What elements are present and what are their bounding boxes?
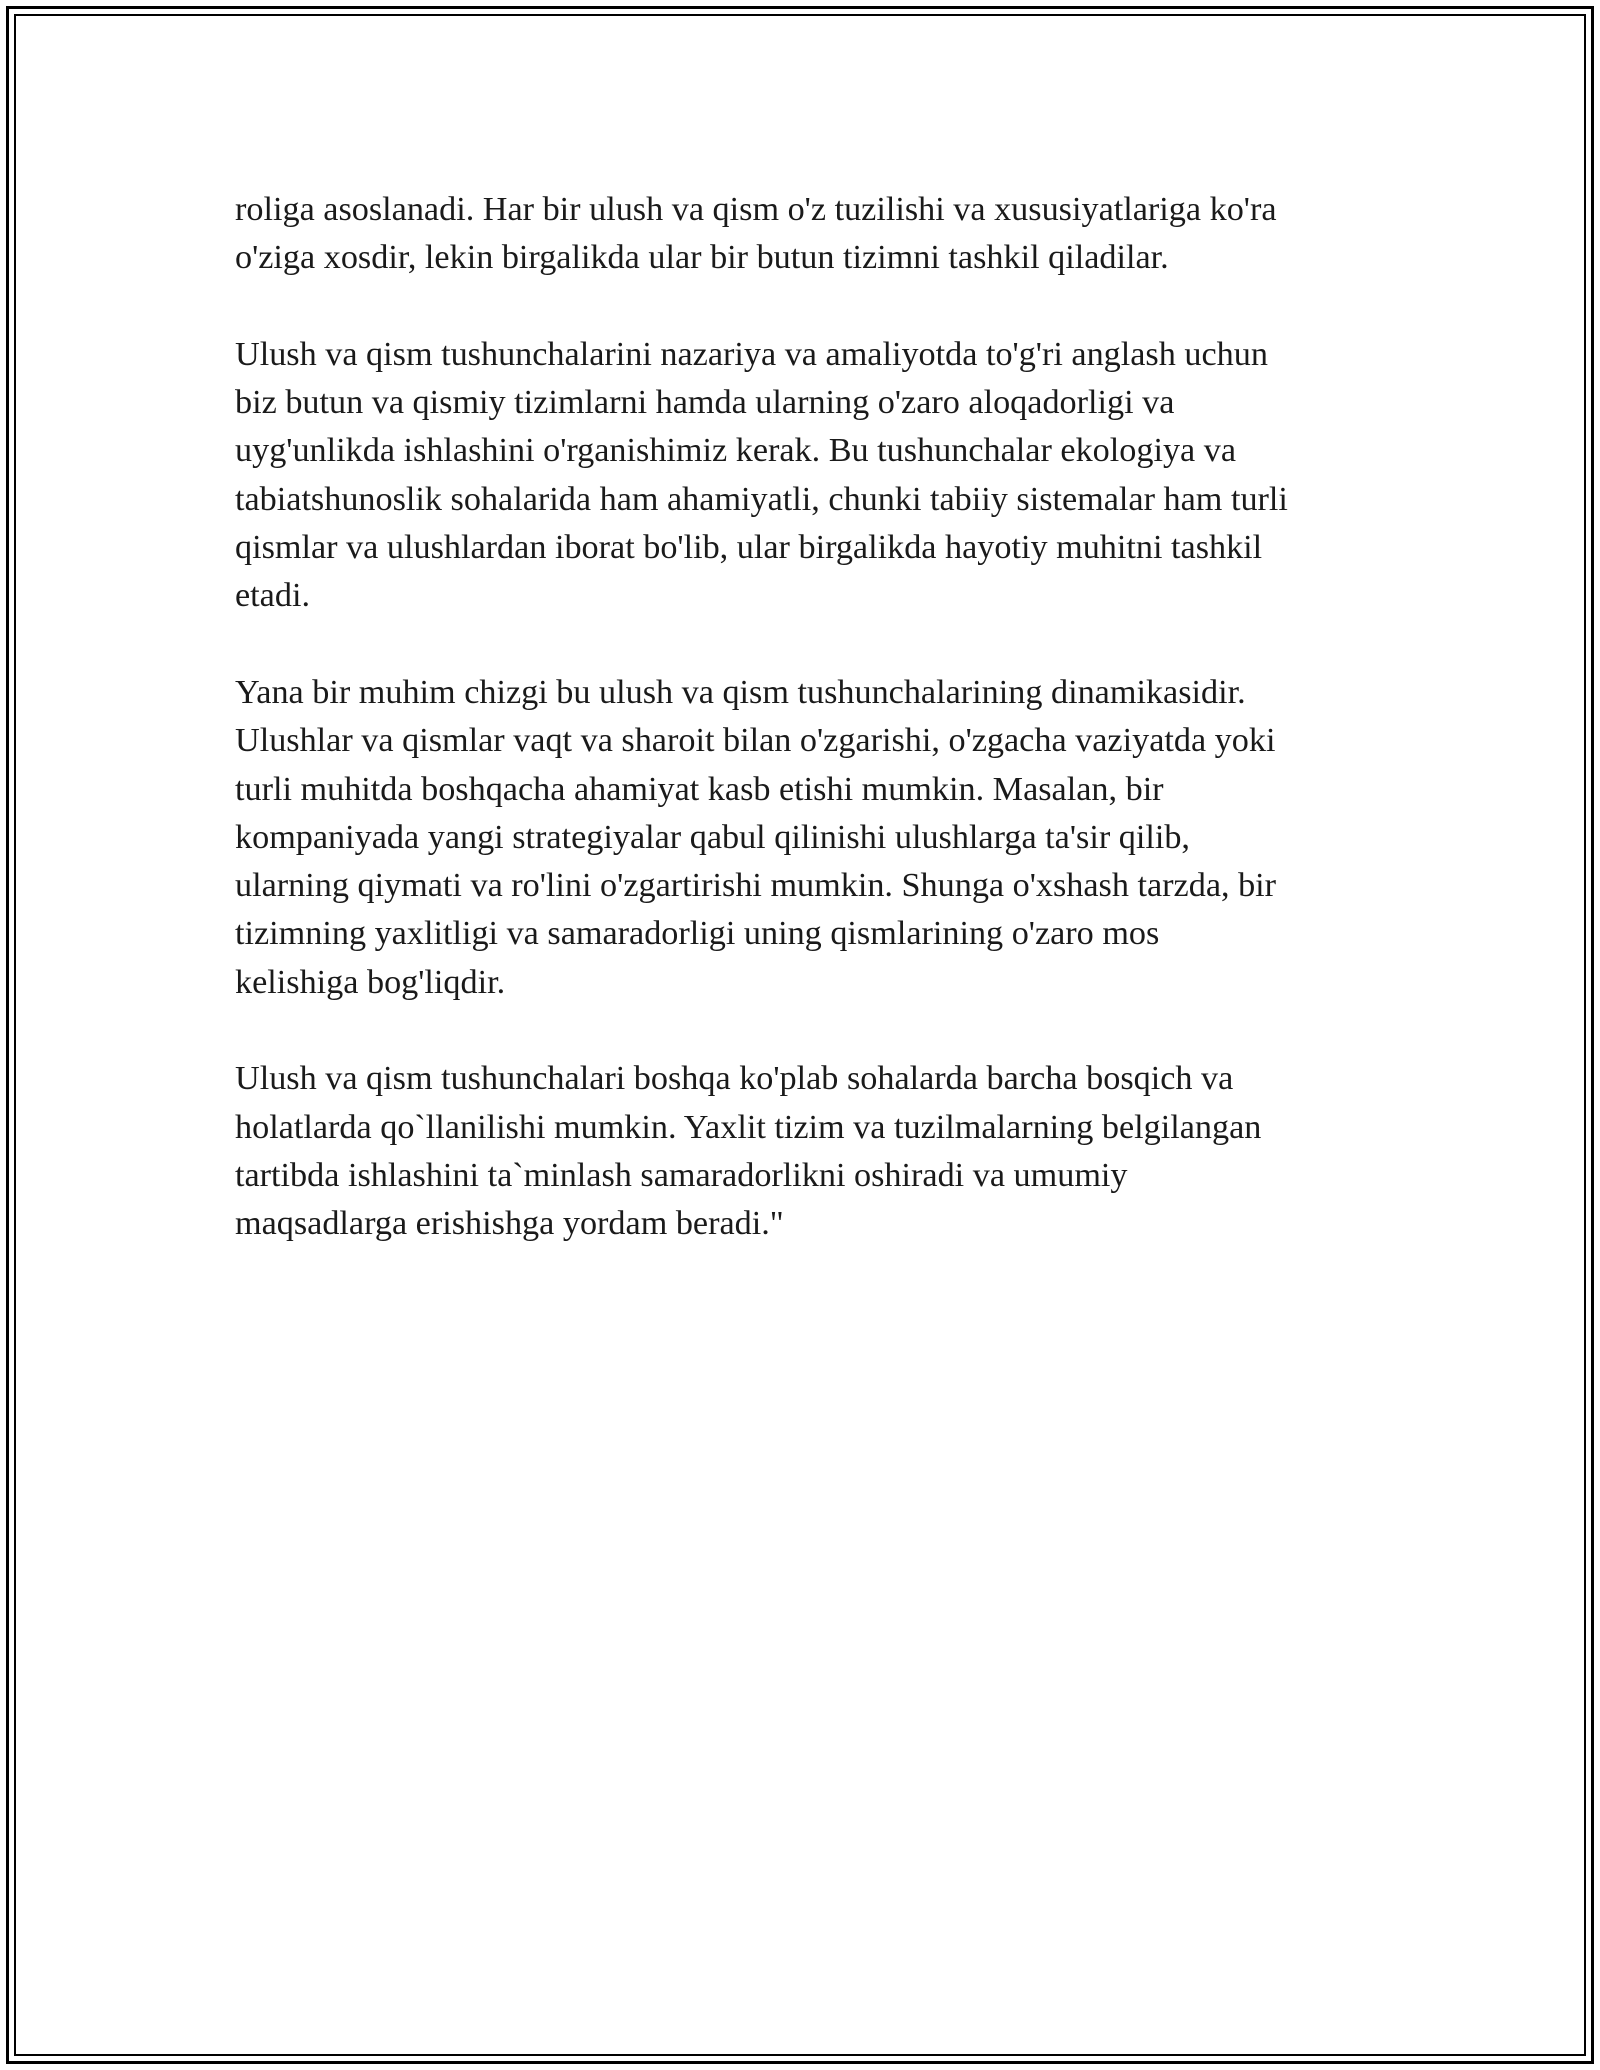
- paragraph-line: holatlarda qo`llanilishi mumkin. Yaxlit tizim va tuzilmalarning belgilangan: [235, 1108, 1262, 1146]
- paragraph-line: roliga asoslanadi. Har bir ulush va qism o'z tuzilishi va xususiyatlariga ko'ra: [235, 191, 1277, 228]
- paragraph-1: [235, 186, 1385, 283]
- paragraph-3: [235, 669, 1385, 1007]
- paragraph-line: tabiatshunoslik sohalarida ham ahamiyatli, chunki tabiiy sistemalar ham turli: [235, 480, 1288, 518]
- document-body: [235, 186, 1385, 1297]
- paragraph-line: kelishiga bog'liqdir.: [235, 963, 506, 1001]
- paragraph-line: Ulushlar va qismlar vaqt va sharoit bilan o'zgarishi, o'zgacha vaziyatda yoki: [235, 722, 1276, 760]
- paragraph-line: o'ziga xosdir, lekin birgalikda ular bir butun tizimni tashkil qiladilar.: [235, 239, 1169, 277]
- paragraph-line: ularning qiymati va ro'lini o'zgartirishi mumkin. Shunga o'xshash tarzda, bir: [235, 867, 1277, 905]
- paragraph-line: etadi.: [235, 577, 310, 615]
- paragraph-line: tizimning yaxlitligi va samaradorligi uning qismlarining o'zaro mos: [235, 915, 1160, 953]
- paragraph-2: [235, 331, 1385, 621]
- paragraph-line: kompaniyada yangi strategiyalar qabul qilinishi ulushlarga ta'sir qilib,: [235, 818, 1190, 856]
- paragraph-line: turli muhitda boshqacha ahamiyat kasb etishi mumkin. Masalan, bir: [235, 770, 1164, 808]
- paragraph-line: uyg'unlikda ishlashini o'rganishimiz kerak. Bu tushunchalar ekologiya va: [235, 432, 1237, 470]
- paragraph-line: biz butun va qismiy tizimlarni hamda ularning o'zaro aloqadorligi va: [235, 384, 1175, 422]
- paragraph-line: maqsadlarga erishishga yordam beradi.": [235, 1205, 784, 1243]
- paragraph-4: [235, 1055, 1385, 1248]
- paragraph-line: Ulush va qism tushunchalari boshqa ko'plab sohalarda barcha bosqich va: [235, 1060, 1234, 1098]
- paragraph-line: Ulush va qism tushunchalarini nazariya va amaliyotda to'g'ri anglash uchun: [235, 335, 1268, 373]
- paragraph-line: tartibda ishlashini ta`minlash samaradorlikni oshiradi va umumiy: [235, 1156, 1128, 1194]
- paragraph-line: Yana bir muhim chizgi bu ulush va qism tushunchalarining dinamikasidir.: [235, 673, 1246, 711]
- paragraph-line: qismlar va ulushlardan iborat bo'lib, ular birgalikda hayotiy muhitni tashkil: [235, 529, 1263, 567]
